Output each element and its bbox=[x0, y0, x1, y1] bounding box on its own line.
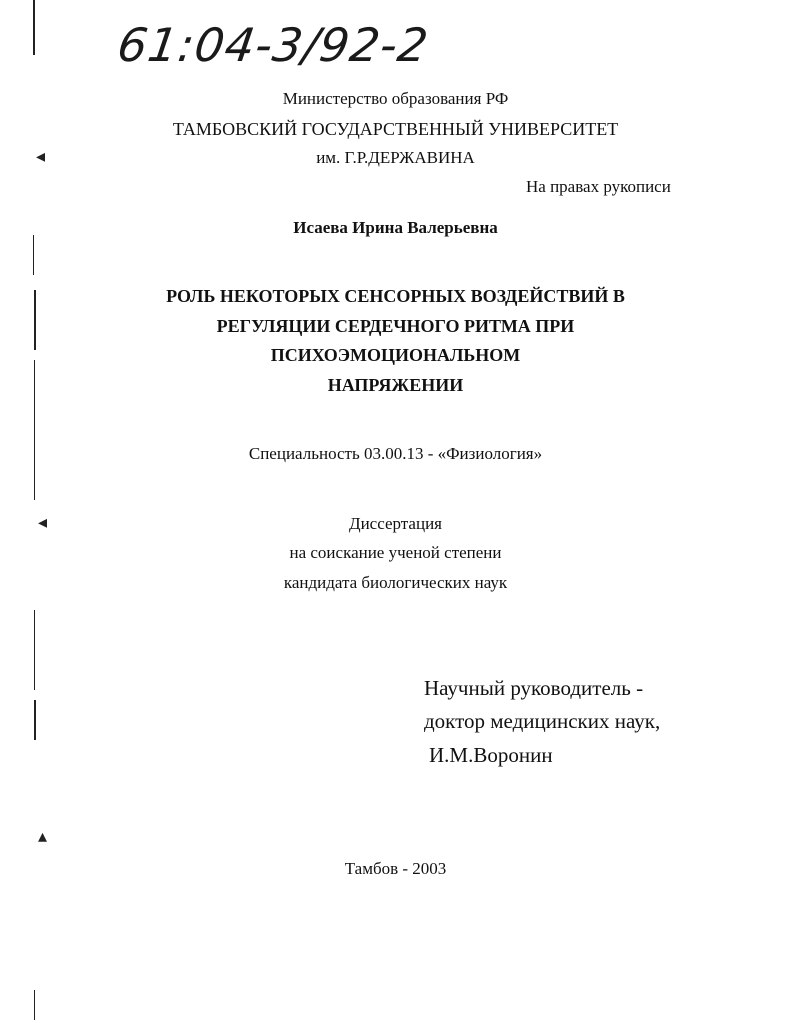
scan-mark bbox=[33, 235, 34, 275]
supervisor-line: доктор медицинских наук, bbox=[424, 709, 661, 733]
supervisor-line: Научный руководитель - bbox=[424, 676, 644, 700]
specialty: Специальность 03.00.13 - «Физиология» bbox=[248, 444, 543, 463]
scan-mark bbox=[33, 0, 35, 55]
named-after: им. Г.Р.ДЕРЖАВИНА bbox=[316, 148, 475, 167]
arrow-marker-icon: ◂ bbox=[36, 146, 46, 167]
scan-mark bbox=[34, 990, 35, 1020]
thesis-title-line: РЕГУЛЯЦИИ СЕРДЕЧНОГО РИТМА ПРИ bbox=[216, 316, 575, 336]
manuscript-rights: На правах рукописи bbox=[526, 177, 671, 196]
thesis-title-line: РОЛЬ НЕКОТОРЫХ СЕНСОРНЫХ ВОЗДЕЙСТВИЙ В bbox=[166, 286, 625, 306]
supervisor-line: И.М.Воронин bbox=[429, 743, 553, 767]
arrow-marker-icon: ◂ bbox=[38, 512, 48, 533]
university: ТАМБОВСКИЙ ГОСУДАРСТВЕННЫЙ УНИВЕРСИТЕТ bbox=[172, 119, 619, 139]
scan-mark bbox=[34, 700, 36, 740]
author-name: Исаева Ирина Валерьевна bbox=[293, 218, 498, 237]
arrow-marker-icon: ▴ bbox=[38, 826, 48, 847]
scan-mark bbox=[34, 610, 35, 690]
thesis-title-line: НАПРЯЖЕНИИ bbox=[327, 375, 464, 395]
degree-line: Диссертация bbox=[348, 514, 442, 533]
place-year: Тамбов - 2003 bbox=[344, 859, 447, 878]
handwritten-catalog-number: 61:04-3/92-2 bbox=[114, 18, 433, 72]
ministry: Министерство образования РФ bbox=[282, 89, 509, 108]
degree-line: на соискание ученой степени bbox=[289, 543, 502, 562]
thesis-title-line: ПСИХОЭМОЦИОНАЛЬНОМ bbox=[270, 345, 521, 365]
degree-line: кандидата биологических наук bbox=[283, 573, 508, 592]
